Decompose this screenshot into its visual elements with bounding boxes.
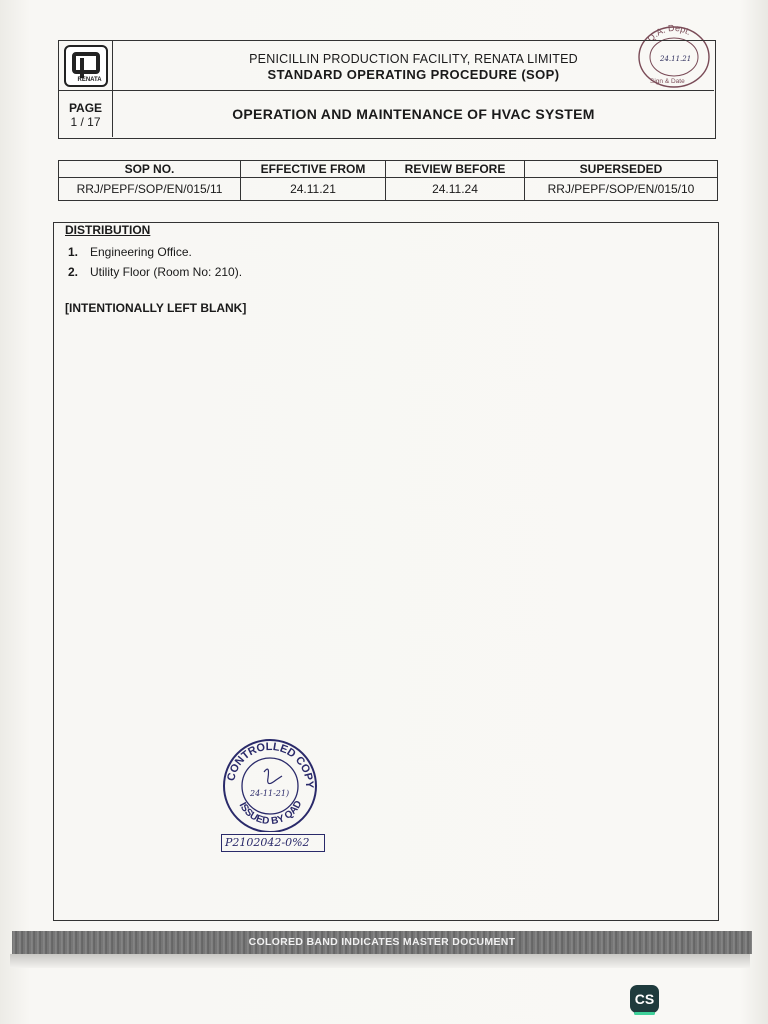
stamp-reference-box: P2102042-0%2 xyxy=(221,834,325,852)
page-number: 1 / 17 xyxy=(70,115,101,129)
band-shadow xyxy=(10,954,750,968)
info-header-row xyxy=(59,161,718,178)
distribution-list xyxy=(68,242,242,282)
renata-logo-icon: RENATA xyxy=(64,45,108,87)
camscanner-badge-icon: CS xyxy=(630,985,659,1013)
master-document-band xyxy=(12,931,752,954)
distribution-box xyxy=(53,222,719,921)
distribution-heading: DISTRIBUTION xyxy=(65,223,151,237)
value-effective-from: 24.11.21 xyxy=(241,178,386,201)
value-superseded: RRJ/PEPF/SOP/EN/015/10 xyxy=(525,178,718,201)
svg-text:CONTROLLED COPY xyxy=(225,741,315,789)
logo-cell xyxy=(59,41,113,91)
company-title-cell xyxy=(113,41,714,91)
svg-text:ISSUED BY QAD xyxy=(237,799,305,827)
value-review-before: 24.11.24 xyxy=(386,178,525,201)
header-review-before: REVIEW BEFORE xyxy=(386,161,525,178)
qa-stamp-bottom-text: Sign & Date xyxy=(650,78,685,85)
info-value-row xyxy=(59,178,718,201)
sop-header xyxy=(58,40,716,139)
document-title: OPERATION AND MAINTENANCE OF HVAC SYSTEM xyxy=(232,106,595,122)
qa-stamp-top-text: Q.A. Dept. xyxy=(645,23,693,44)
sop-info-table xyxy=(58,160,718,201)
stamp-handwritten-date: 24-11-21) xyxy=(250,789,290,798)
stamp-bottom-text: ISSUED BY QAD xyxy=(236,798,305,828)
band-text: COLORED BAND INDICATES MASTER DOCUMENT xyxy=(248,936,516,948)
page-cell xyxy=(59,91,113,137)
value-sop-no: RRJ/PEPF/SOP/EN/015/11 xyxy=(59,178,241,201)
controlled-copy-stamp xyxy=(220,738,320,832)
header-superseded: SUPERSEDED xyxy=(525,161,718,178)
sop-label: STANDARD OPERATING PROCEDURE (SOP) xyxy=(267,67,560,82)
header-effective-from: EFFECTIVE FROM xyxy=(241,161,386,178)
company-name: PENICILLIN PRODUCTION FACILITY, RENATA LIMITED xyxy=(249,52,578,66)
stamp-top-text: CONTROLLED COPY xyxy=(225,740,316,789)
list-item: 1. Engineering Office. xyxy=(68,245,192,259)
intentionally-blank-note: [INTENTIONALLY LEFT BLANK] xyxy=(65,301,247,315)
qa-stamp-date: 24.11.21 xyxy=(660,55,692,63)
header-sop-no: SOP NO. xyxy=(59,161,241,178)
page-label: PAGE xyxy=(68,101,103,115)
list-item: 2. Utility Floor (Room No: 210). xyxy=(68,265,243,279)
